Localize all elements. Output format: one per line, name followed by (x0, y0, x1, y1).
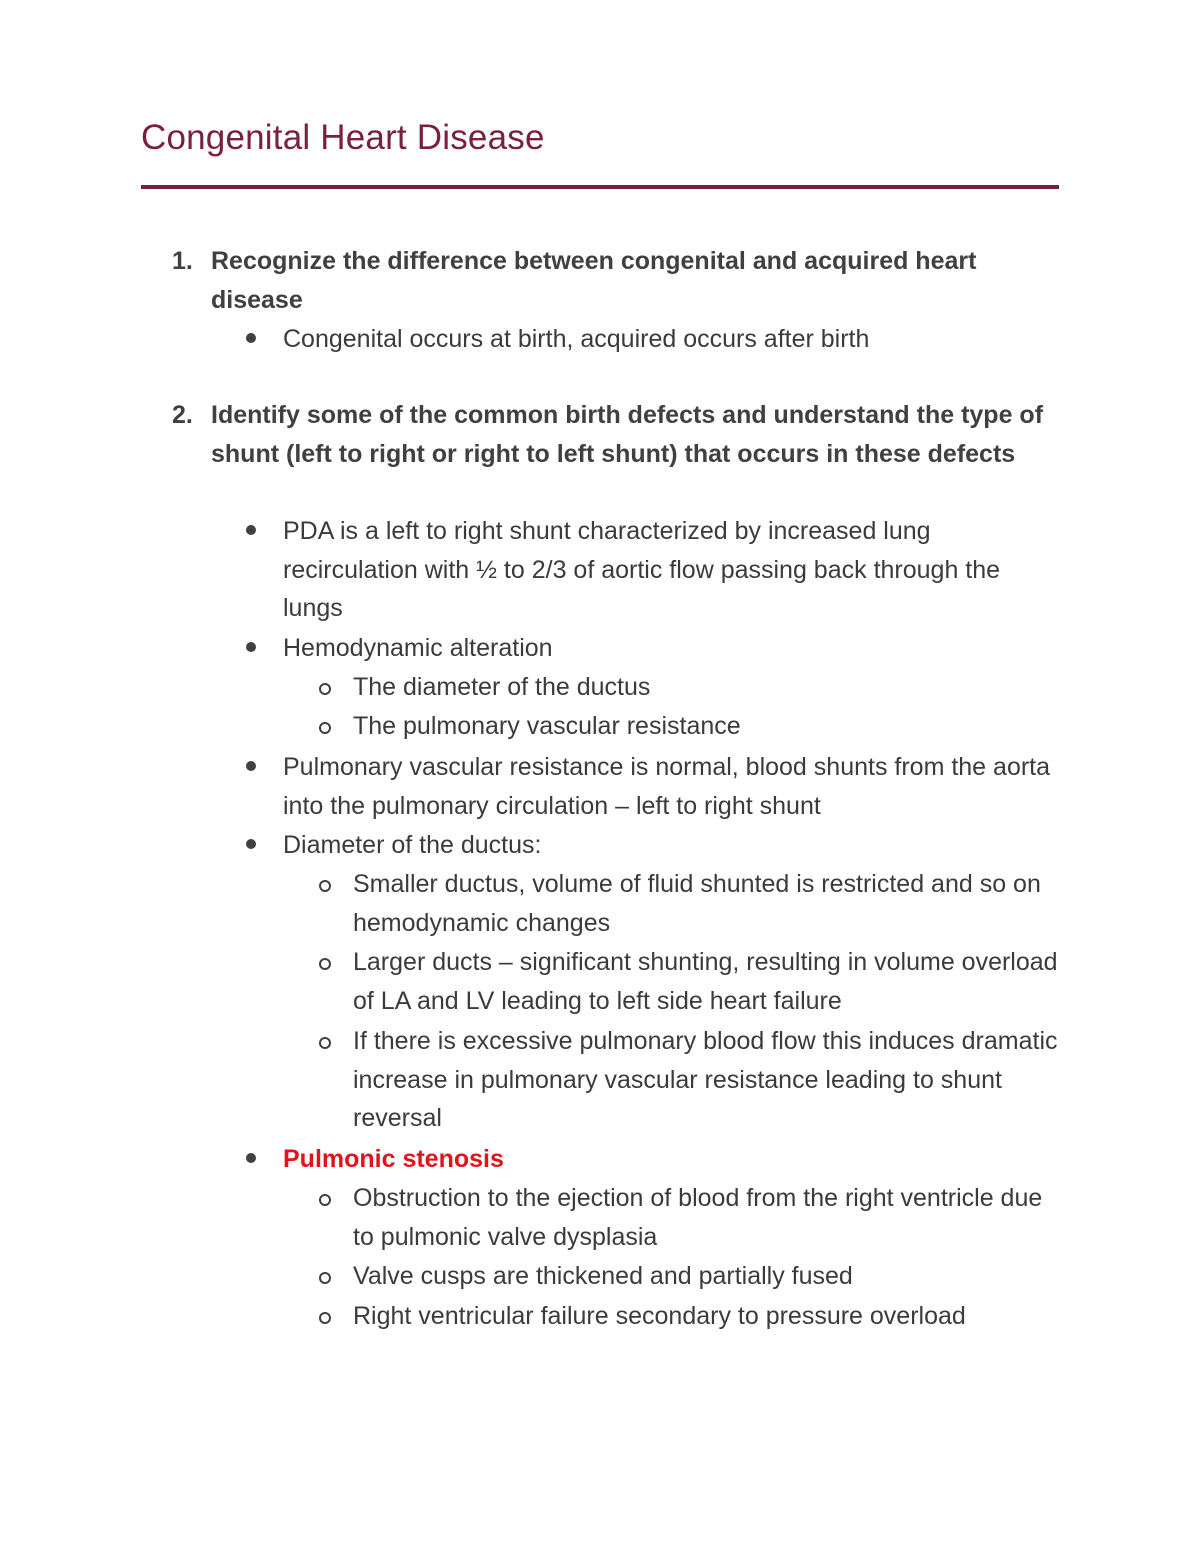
bullet-item (283, 629, 1061, 668)
bullet-circle-icon (319, 1312, 331, 1324)
bullet-item (283, 826, 1061, 865)
question-1 (172, 242, 1061, 319)
question-number: 1. (172, 247, 193, 275)
bullet-dot-icon (246, 333, 256, 343)
bullet-text: Diameter of the ductus: (283, 831, 542, 859)
sub-bullet-text: Right ventricular failure secondary to pressure overload (353, 1302, 966, 1330)
bullet-item (283, 320, 1061, 359)
question-text: Identify some of the common birth defects and understand the type of shunt (left to right or right to left shunt) that occurs in these defects (211, 401, 1044, 468)
bullet-text: Pulmonary vascular resistance is normal, blood shunts from the aorta into the pulmonary circulation – left to right shunt (283, 753, 1051, 820)
sub-bullet-item (353, 943, 1061, 1020)
sub-bullet-text: If there is excessive pulmonary blood flow this induces dramatic increase in pulmonary vascular resistance leading to shunt reversal (353, 1027, 1058, 1133)
sub-bullet-item (353, 1297, 1061, 1336)
bullet-circle-icon (319, 683, 331, 695)
sub-bullet-item (353, 1257, 1061, 1296)
sub-bullet-item (353, 1022, 1061, 1138)
bullet-item (283, 1140, 1061, 1179)
sub-bullet-text: The pulmonary vascular resistance (353, 712, 741, 740)
bullet-dot-icon (246, 1153, 256, 1163)
sub-bullet-text: Valve cusps are thickened and partially fused (353, 1262, 853, 1290)
bullet-circle-icon (319, 958, 331, 970)
sub-bullet-text: Smaller ductus, volume of fluid shunted is restricted and so on hemodynamic changes (353, 870, 1041, 937)
sub-bullet-item (353, 707, 1061, 746)
bullet-text-highlight: Pulmonic stenosis (283, 1145, 504, 1173)
bullet-circle-icon (319, 1194, 331, 1206)
question-2 (172, 396, 1061, 473)
bullet-circle-icon (319, 1272, 331, 1284)
bullet-dot-icon (246, 642, 256, 652)
sub-bullet-text: Larger ducts – significant shunting, resulting in volume overload of LA and LV leading to left side heart failure (353, 948, 1058, 1015)
sub-bullet-item (353, 1179, 1061, 1256)
bullet-text: Hemodynamic alteration (283, 634, 553, 662)
bullet-dot-icon (246, 761, 256, 771)
bullet-text: PDA is a left to right shunt characterized by increased lung recirculation with ½ to 2/3 of aortic flow passing back through the lungs (283, 517, 1001, 623)
question-number: 2. (172, 401, 193, 429)
bullet-dot-icon (246, 525, 256, 535)
bullet-item (283, 748, 1061, 825)
bullet-text: Congenital occurs at birth, acquired occurs after birth (283, 325, 870, 353)
bullet-item (283, 512, 1061, 628)
bullet-circle-icon (319, 880, 331, 892)
question-text: Recognize the difference between congenital and acquired heart disease (211, 247, 977, 314)
sub-bullet-item (353, 865, 1061, 942)
page-title: Congenital Heart Disease (141, 118, 545, 157)
sub-bullet-text: The diameter of the ductus (353, 673, 651, 701)
title-divider (141, 185, 1059, 189)
sub-bullet-item (353, 668, 1061, 707)
sub-bullet-text: Obstruction to the ejection of blood from the right ventricle due to pulmonic valve dysplasia (353, 1184, 1043, 1251)
bullet-dot-icon (246, 839, 256, 849)
bullet-circle-icon (319, 722, 331, 734)
bullet-circle-icon (319, 1037, 331, 1049)
